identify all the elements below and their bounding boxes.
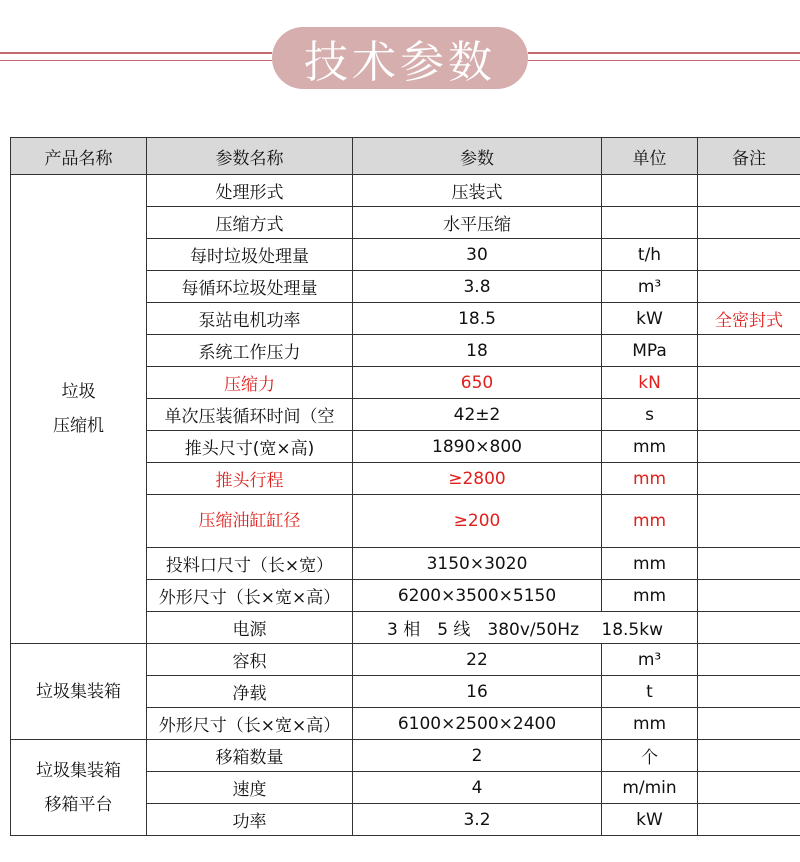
- header-note: 备注: [698, 138, 800, 175]
- header-param-value: 参数: [353, 138, 602, 175]
- param-name-cell: 推头行程: [147, 463, 353, 495]
- param-value-cell: 42±2: [353, 399, 602, 431]
- note-cell: [698, 399, 800, 431]
- param-name-cell: 压缩力: [147, 367, 353, 399]
- param-value-cell: 6200×3500×5150: [353, 580, 602, 612]
- header-unit: 单位: [602, 138, 698, 175]
- note-cell: [698, 463, 800, 495]
- param-value-cell: 3150×3020: [353, 548, 602, 580]
- note-cell: [698, 740, 800, 772]
- product-name-line: 垃圾: [61, 382, 96, 402]
- unit-cell: mm: [602, 548, 698, 580]
- param-value-cell: 2: [353, 740, 602, 772]
- param-name-cell: 泵站电机功率: [147, 303, 353, 335]
- param-name-cell: 移箱数量: [147, 740, 353, 772]
- product-name-cell: [11, 644, 147, 740]
- product-name-line: 压缩机: [53, 416, 104, 436]
- unit-cell: [602, 207, 698, 239]
- note-cell: [698, 548, 800, 580]
- param-value-cell: 6100×2500×2400: [353, 708, 602, 740]
- param-name-cell: 推头尺寸(宽×高): [147, 431, 353, 463]
- title-banner: [0, 0, 800, 110]
- note-cell: [698, 772, 800, 804]
- param-name-cell: 净载: [147, 676, 353, 708]
- title-rule-left-thin: [0, 60, 272, 61]
- param-name-cell: 压缩方式: [147, 207, 353, 239]
- product-name-cell: [11, 740, 147, 836]
- table-row: [11, 740, 800, 772]
- spec-table: [10, 137, 800, 836]
- param-name-cell: 每循环垃圾处理量: [147, 271, 353, 303]
- note-cell: [698, 804, 800, 836]
- unit-cell: [602, 175, 698, 207]
- note-cell: [698, 239, 800, 271]
- note-cell: 全密封式: [698, 303, 800, 335]
- param-name-cell: 系统工作压力: [147, 335, 353, 367]
- unit-cell: MPa: [602, 335, 698, 367]
- unit-cell: t/h: [602, 239, 698, 271]
- param-name-cell: 速度: [147, 772, 353, 804]
- unit-cell: mm: [602, 580, 698, 612]
- note-cell: [698, 207, 800, 239]
- param-name-cell: 容积: [147, 644, 353, 676]
- unit-cell: m³: [602, 271, 698, 303]
- header-param-name: 参数名称: [147, 138, 353, 175]
- note-cell: [698, 612, 800, 644]
- unit-cell: kW: [602, 804, 698, 836]
- product-name-line: 移箱平台: [44, 794, 113, 815]
- param-name-cell: 功率: [147, 804, 353, 836]
- title-rule-right: [528, 52, 800, 54]
- param-value-cell: 4: [353, 772, 602, 804]
- product-name-line: 垃圾集装箱: [36, 681, 121, 702]
- unit-cell: mm: [602, 708, 698, 740]
- param-name-cell: 每时垃圾处理量: [147, 239, 353, 271]
- table-row: [11, 644, 800, 676]
- param-name-cell: 压缩油缸缸径: [147, 495, 353, 548]
- param-value-cell: 18.5: [353, 303, 602, 335]
- title-rule-left: [0, 52, 272, 54]
- param-value-cell: 水平压缩: [353, 207, 602, 239]
- unit-cell: t: [602, 676, 698, 708]
- unit-cell: kW: [602, 303, 698, 335]
- note-cell: [698, 175, 800, 207]
- param-name-cell: 投料口尺寸（长×宽）: [147, 548, 353, 580]
- note-cell: [698, 431, 800, 463]
- param-value-cell: ≥200: [353, 495, 602, 548]
- param-value-cell: 30: [353, 239, 602, 271]
- product-name-cell: [11, 175, 147, 644]
- note-cell: [698, 644, 800, 676]
- note-cell: [698, 580, 800, 612]
- note-cell: [698, 708, 800, 740]
- param-value-cell: ≥2800: [353, 463, 602, 495]
- table-row: [11, 175, 800, 207]
- unit-cell: s: [602, 399, 698, 431]
- param-name-cell: 外形尺寸（长×宽×高）: [147, 708, 353, 740]
- param-value-cell: 压装式: [353, 175, 602, 207]
- note-cell: [698, 495, 800, 548]
- unit-cell: mm: [602, 431, 698, 463]
- param-name-cell: 处理形式: [147, 175, 353, 207]
- unit-cell: m/min: [602, 772, 698, 804]
- param-value-cell: 1890×800: [353, 431, 602, 463]
- unit-cell: m³: [602, 644, 698, 676]
- header-product-name: 产品名称: [11, 138, 147, 175]
- param-value-cell: 22: [353, 644, 602, 676]
- param-name-cell: 单次压装循环时间（空: [147, 399, 353, 431]
- title-rule-right-thin: [528, 60, 800, 61]
- note-cell: [698, 367, 800, 399]
- table-body: [11, 175, 800, 836]
- note-cell: [698, 335, 800, 367]
- unit-cell: kN: [602, 367, 698, 399]
- param-value-cell: 650: [353, 367, 602, 399]
- product-name-line: 垃圾集装箱: [36, 760, 121, 781]
- table-header-row: [11, 138, 800, 175]
- param-value-cell: 3.2: [353, 804, 602, 836]
- unit-cell: 个: [602, 740, 698, 772]
- page-title: 技术参数: [272, 27, 528, 89]
- param-name-cell: 外形尺寸（长×宽×高）: [147, 580, 353, 612]
- unit-cell: mm: [602, 463, 698, 495]
- note-cell: [698, 676, 800, 708]
- param-value-cell: 16: [353, 676, 602, 708]
- param-value-cell: 3 相 5 线 380v/50Hz 18.5kw: [353, 612, 698, 644]
- param-value-cell: 3.8: [353, 271, 602, 303]
- param-name-cell: 电源: [147, 612, 353, 644]
- param-value-cell: 18: [353, 335, 602, 367]
- note-cell: [698, 271, 800, 303]
- unit-cell: mm: [602, 495, 698, 548]
